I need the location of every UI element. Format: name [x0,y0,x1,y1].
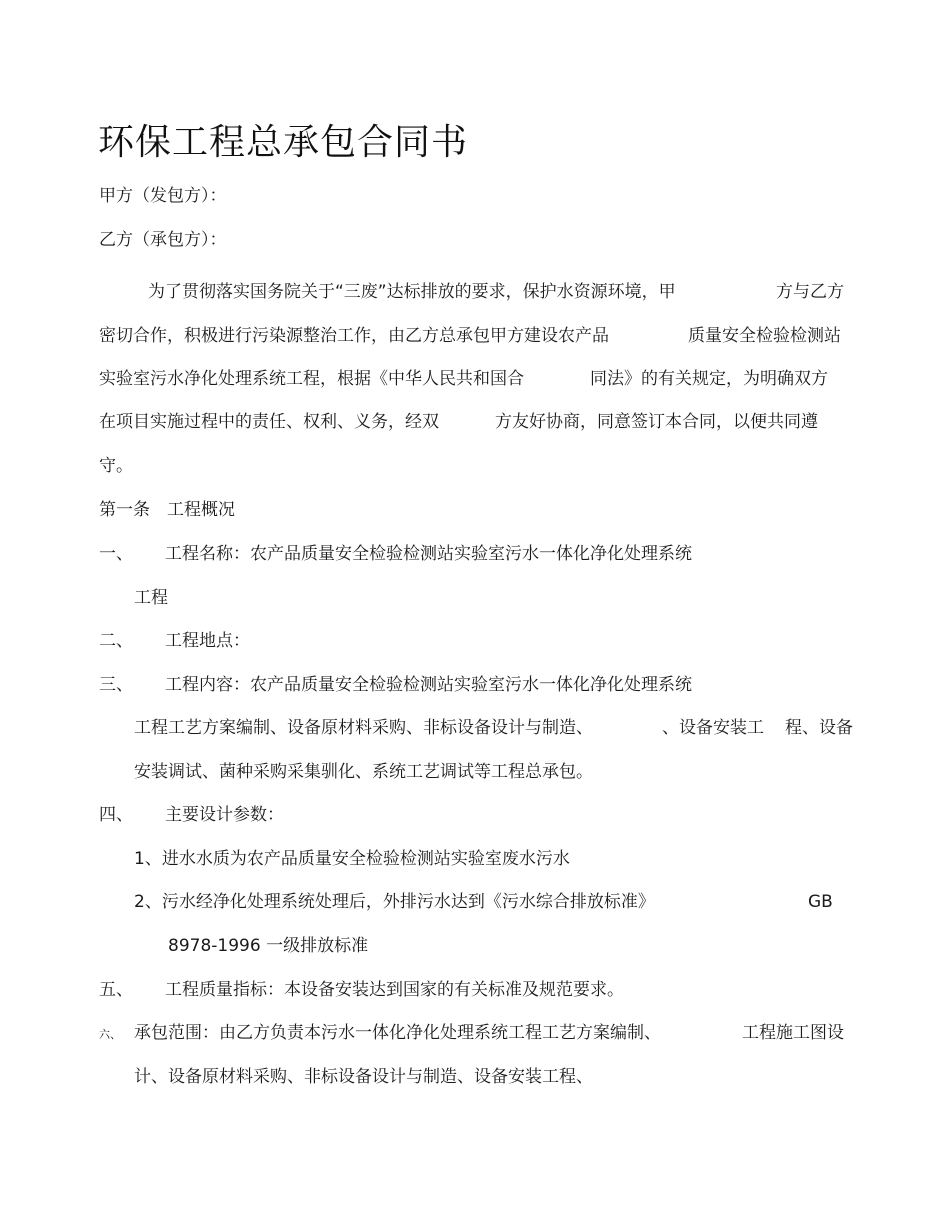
preamble-line-3b: 同法》的有关规定，为明确双方 [590,369,828,389]
item-1-number: 一、 [99,544,133,564]
parameter-2a: 2、污水经净化处理系统处理后，外排污水达到《污水综合排放标准》 [134,892,655,912]
item-4-number: 四、 [99,805,133,825]
item-5-text: 工程质量指标：本设备安装达到国家的有关标准及规范要求。 [165,980,624,1000]
item-3-continuation-1c: 程、设备 [785,718,853,738]
item-6-number: 六、 [99,1028,121,1041]
preamble-line-2a: 密切合作，积极进行污染源整治工作，由乙方总承包甲方建设农产品 [99,326,609,346]
item-6-continuation: 计、设备原材料采购、非标设备设计与制造、设备安装工程、 [134,1067,593,1087]
item-6-text-a: 承包范围：由乙方负责本污水一体化净化处理系统工程工艺方案编制、 [134,1023,661,1043]
parameter-2b: GB [808,892,833,912]
preamble-line-3a: 实验室污水净化处理系统工程，根据《中华人民共和国合 [99,369,524,389]
article-1-heading: 第一条 工程概况 [99,500,235,520]
preamble-line-4b: 方友好协商，同意签订本合同，以便共同遵 [495,412,818,432]
item-1-text: 工程名称：农产品质量安全检验检测站实验室污水一体化净化处理系统 [165,544,692,564]
item-5-number: 五、 [99,980,133,1000]
preamble-line-5: 守。 [99,456,133,476]
item-3-number: 三、 [99,675,133,695]
item-2-text: 工程地点： [165,631,250,651]
document-title: 环保工程总承包合同书 [98,122,469,163]
party-a-label: 甲方（发包方）： [99,186,227,206]
item-3-continuation-2: 安装调试、菌种采购采集驯化、系统工艺调试等工程总承包。 [134,762,593,782]
preamble-line-1b: 方与乙方 [776,282,844,302]
item-4-text: 主要设计参数： [165,805,284,825]
preamble-line-4a: 在项目实施过程中的责任、权利、义务，经双 [99,412,439,432]
item-3-continuation-1a: 工程工艺方案编制、设备原材料采购、非标设备设计与制造、 [134,718,593,738]
item-2-number: 二、 [99,631,133,651]
parameter-2c: 8978-1996 一级排放标准 [168,936,369,956]
party-b-label: 乙方（承包方）： [99,230,227,250]
item-3-text: 工程内容：农产品质量安全检验检测站实验室污水一体化净化处理系统 [165,675,692,695]
preamble-line-1a: 为了贯彻落实国务院关于“三废”达标排放的要求，保护水资源环境，甲 [148,282,676,302]
preamble-line-2b: 质量安全检验检测站 [688,326,841,346]
parameter-1: 1、进水水质为农产品质量安全检验检测站实验室废水污水 [134,849,570,869]
item-6-text-b: 工程施工图设 [742,1023,844,1043]
item-3-continuation-1b: 、设备安装工 [662,718,764,738]
item-1-continuation: 工程 [134,588,168,608]
